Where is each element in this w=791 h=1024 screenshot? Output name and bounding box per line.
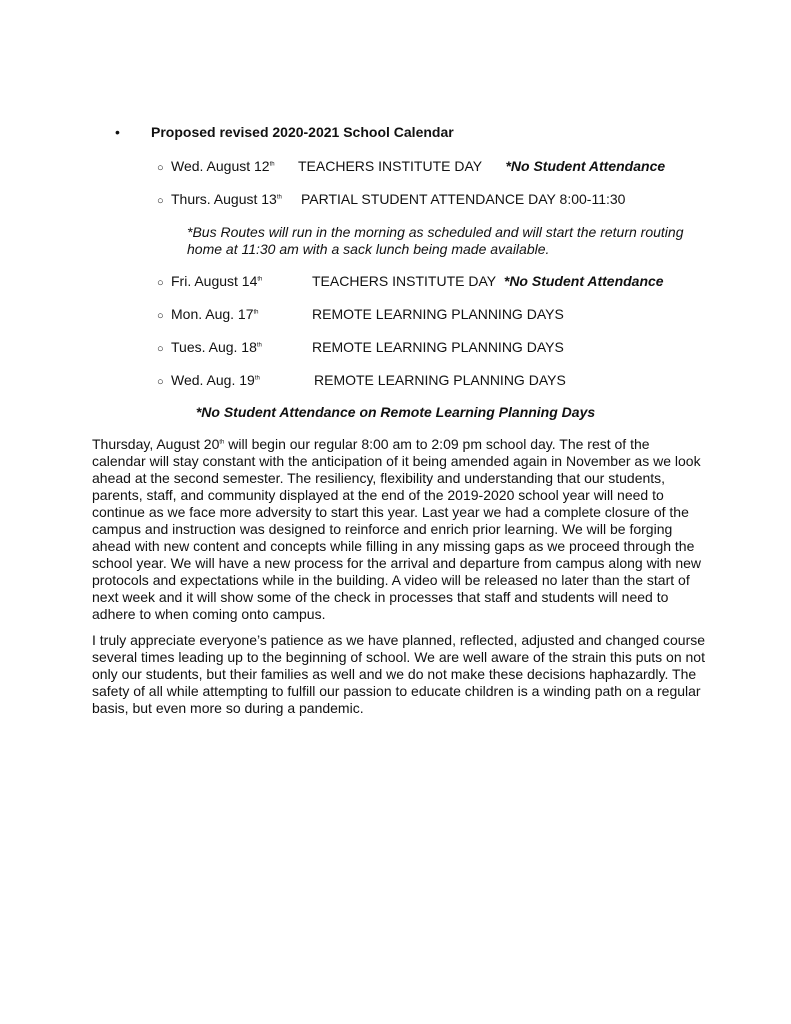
circle-bullet-icon: ○ [157,277,164,289]
paragraph-appreciation: I truly appreciate everyone’s patience as we have planned, reflected, adjusted and changed course several times leading up to the beginning of school. We are well aware of the strain this puts on not only our students, but their families as well and we do not make these decisions haphazardly. The safety of all while attempting to fulfill our passion to educate children is a winding path on a regular basis, but even more so during a pandemic. [92,632,706,716]
calendar-heading: Proposed revised 2020-2021 School Calendar [151,124,454,140]
calendar-note: *No Student Attendance [505,158,666,174]
calendar-description: TEACHERS INSTITUTE DAY *No Student Attendance [312,273,664,289]
calendar-description: REMOTE LEARNING PLANNING DAYS [312,306,564,322]
calendar-date: Tues. Aug. 18th [171,339,262,355]
calendar-date: Mon. Aug. 17th [171,306,259,322]
calendar-row [157,372,566,391]
bullet-icon: • [115,124,120,140]
calendar-row [157,191,626,210]
calendar-description: PARTIAL STUDENT ATTENDANCE DAY 8:00-11:30 [301,191,626,207]
circle-bullet-icon: ○ [157,376,164,388]
calendar-row [157,158,666,177]
calendar-date: Thurs. August 13th [171,191,282,207]
calendar-note: *No Student Attendance [503,273,664,289]
calendar-date: Fri. August 14th [171,273,263,289]
calendar-section-heading-row [115,124,454,141]
circle-bullet-icon: ○ [157,310,164,322]
circle-bullet-icon: ○ [157,195,164,207]
calendar-date: Wed. August 12th [171,158,275,174]
paragraph-school-day: Thursday, August 20th will begin our regular 8:00 am to 2:09 pm school day. The rest of the calendar will stay constant with the anticipation of it being amended again in November as we look ahead at the second semester. The resiliency, flexibility and understanding that our students, parents, staff, and community displayed at the end of the 2019-2020 school year will need to continue as we face more adversity to start this year. Last year we had a complete closure of the campus and instruction was designed to reinforce and enrich prior learning. We will be forging ahead with new content and concepts while filling in any missing gaps as we proceed through the school year. We will have a new process for the arrival and departure from campus along with new protocols and expectations while in the building. A video will be released no later than the start of next week and it will show some of the check in processes that staff and students will need to adhere to when coming onto campus. [92,436,702,622]
calendar-description: REMOTE LEARNING PLANNING DAYS [314,372,566,388]
circle-bullet-icon: ○ [157,343,164,355]
calendar-row [157,306,564,325]
calendar-date: Wed. Aug. 19th [171,372,260,388]
calendar-row [157,339,564,358]
remote-learning-note: *No Student Attendance on Remote Learning Planning Days [195,404,596,420]
calendar-description: REMOTE LEARNING PLANNING DAYS [312,339,564,355]
circle-bullet-icon: ○ [157,162,164,174]
calendar-description: TEACHERS INSTITUTE DAY *No Student Attendance [298,158,666,174]
bus-routes-note: *Bus Routes will run in the morning as scheduled and will start the return routing home at 11:30 am with a sack lunch being made available. [187,224,684,257]
calendar-row [157,273,664,292]
